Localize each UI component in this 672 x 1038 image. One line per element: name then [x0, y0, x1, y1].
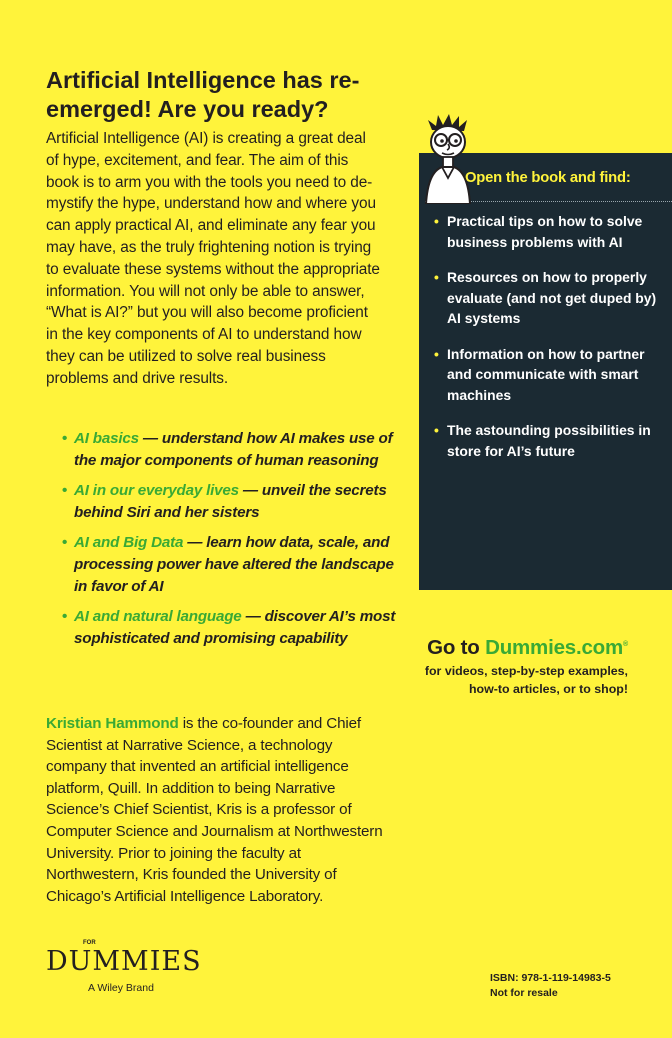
list-item: [431, 344, 661, 406]
panel-item-text: Information on how to partner and communicate with smart machines: [447, 345, 645, 403]
list-item: [62, 606, 397, 650]
panel-item-text: Resources on how to properly evaluate (and not get duped by) AI systems: [447, 269, 657, 326]
bullet-keyword: AI and Big Data: [74, 534, 184, 551]
dummies-logo: [46, 940, 206, 1000]
goto-promo: [408, 636, 628, 698]
logo-tagline: A Wiley Brand: [88, 982, 154, 994]
bullet-dot-icon: •: [62, 482, 68, 499]
logo-wordmark: DUMMIES: [46, 946, 202, 977]
panel-item-text: The astounding possibilities in store for AI’s future: [447, 422, 651, 459]
isbn-number: ISBN: 978-1-119-14983-5: [490, 972, 611, 984]
isbn-block: [490, 971, 611, 1000]
author-name: Kristian Hammond: [46, 715, 179, 732]
goto-sub-line1: for videos, step-by-step examples,: [424, 664, 628, 678]
bullet-text: — unveil the secrets behind Siri and her sisters: [74, 482, 387, 521]
goto-subtext: [408, 662, 628, 698]
intro-paragraph: Artificial Intelligence (AI) is creating a great deal of hype, excitement, and fear. The aim of this book is to arm you with the tools you need to de-mystify the hype, understand how and where you can apply practical AI, and eliminate any fear you may have, as the truly frightening notion is trying to evaluate these systems without the appropriate information. You will not only be able to answer, “What is AI?” but you will also become proficient in the key components of AI to understand how they can be utilized to solve real business problems and drive results.: [46, 130, 380, 387]
bullet-text: — understand how AI makes use of the major components of human reasoning: [74, 430, 393, 469]
dummies-man-icon: [418, 112, 482, 204]
bullet-dot-icon: •: [62, 608, 68, 625]
find-panel: [419, 153, 672, 590]
panel-list: [431, 211, 661, 476]
feature-bullets: [62, 428, 397, 658]
bullet-keyword: AI and natural language: [74, 608, 242, 625]
bullet-keyword: AI basics: [74, 430, 139, 447]
bullet-dot-icon: •: [434, 345, 439, 362]
list-item: [431, 211, 661, 252]
resale-note: Not for resale: [490, 986, 558, 999]
logo-for: FOR: [83, 940, 96, 946]
bullet-dot-icon: •: [434, 422, 439, 438]
goto-sub-line2: how-to articles, or to shop!: [468, 682, 628, 696]
list-item: [62, 532, 397, 598]
goto-line: [408, 636, 628, 660]
bullet-dot-icon: •: [62, 430, 68, 447]
bullet-text: — discover AI’s most sophisticated and promising capability: [74, 608, 396, 647]
panel-title: Open the book and find:: [465, 170, 631, 186]
bullet-text: — learn how data, scale, and processing power have altered the landscape in favor of AI: [74, 534, 394, 595]
list-item: [62, 428, 397, 472]
goto-prefix: Go to: [427, 636, 486, 659]
author-bio: [46, 713, 391, 907]
registered-mark: ®: [623, 641, 628, 649]
list-item: [62, 480, 397, 524]
bullet-dot-icon: •: [434, 269, 439, 285]
bullet-dot-icon: •: [62, 534, 68, 551]
list-item: [431, 420, 661, 461]
bullet-dot-icon: •: [434, 213, 439, 229]
bio-text: is the co-founder and Chief Scientist at Narrative Science, a technology company that invented an artificial intelligence platform, Quill. In addition to being Narrative Science’s Chief Scientist, Kris is a professor of Computer Science and Journalism at Northwestern University. Prior to joining the faculty at Northwestern, Kris founded the University of Chicago’s Artificial Intelligence Laboratory.: [46, 715, 383, 905]
panel-item-text: Practical tips on how to solve business problems with AI: [447, 213, 643, 250]
dummies-link[interactable]: Dummies.com: [485, 636, 624, 659]
list-item: [431, 267, 661, 329]
headline: Artificial Intelligence has re-emerged! Are you ready?: [46, 67, 360, 122]
bullet-keyword: AI in our everyday lives: [74, 482, 239, 499]
